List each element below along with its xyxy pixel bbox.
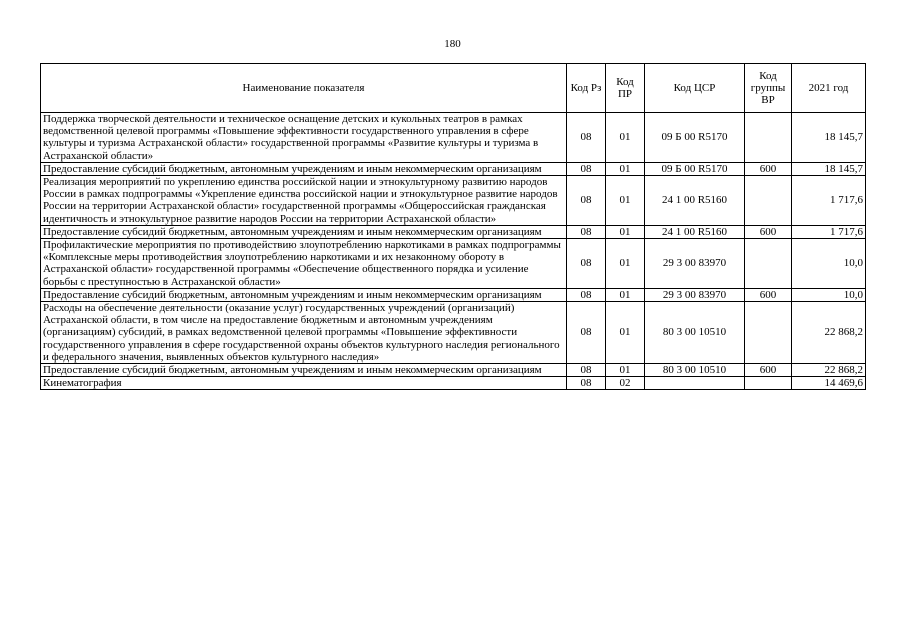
row-vr	[745, 302, 792, 364]
header-rz: Код Рз	[567, 64, 606, 113]
row-name: Расходы на обеспечение деятельности (оказание услуг) государственных учреждений (организаций) Астраханской области, в том числе на предоставление бюджетным и автономным учреждениям (организациям) субсидий, в рамках ведомственной целевой программы «Повышение эффективности государственного управления в сфере государственной охраны объектов культурного наследия регионального и федерального значения, выявленных объектов культурного наследия»	[41, 302, 567, 364]
row-vr	[745, 377, 792, 390]
row-name: Поддержка творческой деятельности и техническое оснащение детских и кукольных театров в рамках ведомственной целевой программы «Повышение эффективности государственного управления в сфере культуры и туризма Астраханской области» государственной программы «Развитие культуры и туризма в Астраханской области»	[41, 113, 567, 163]
row-sum: 18 145,7	[792, 162, 866, 175]
row-rz: 08	[567, 113, 606, 163]
budget-table	[40, 63, 866, 390]
row-pr: 01	[606, 113, 645, 163]
row-rz: 08	[567, 162, 606, 175]
row-rz: 08	[567, 225, 606, 238]
row-csr: 80 3 00 10510	[645, 302, 745, 364]
table-row	[41, 302, 866, 364]
row-pr: 01	[606, 288, 645, 301]
table-row	[41, 377, 866, 390]
row-rz: 08	[567, 364, 606, 377]
row-sum: 1 717,6	[792, 176, 866, 226]
row-rz: 08	[567, 239, 606, 289]
row-rz: 08	[567, 302, 606, 364]
table-row	[41, 239, 866, 289]
row-pr: 01	[606, 162, 645, 175]
row-csr: 09 Б 00 R5170	[645, 162, 745, 175]
table-header-row	[41, 64, 866, 113]
row-sum: 10,0	[792, 288, 866, 301]
row-sum: 18 145,7	[792, 113, 866, 163]
header-sum: 2021 год	[792, 64, 866, 113]
row-vr	[745, 113, 792, 163]
row-name: Реализация мероприятий по укреплению единства российской нации и этнокультурному развитию народов России в рамках подпрограммы «Укрепление единства российской нации и этнокультурное развитие народов России на территории Астраханской области» государственной программы «Общероссийская гражданская идентичность и этнокультурное развитие народов России на территории Астраханской области»	[41, 176, 567, 226]
row-vr	[745, 239, 792, 289]
row-pr: 01	[606, 225, 645, 238]
header-pr: Код ПР	[606, 64, 645, 113]
row-name: Предоставление субсидий бюджетным, автономным учреждениям и иным некоммерческим организациям	[41, 162, 567, 175]
row-csr: 80 3 00 10510	[645, 364, 745, 377]
row-name: Предоставление субсидий бюджетным, автономным учреждениям и иным некоммерческим организациям	[41, 364, 567, 377]
row-sum: 1 717,6	[792, 225, 866, 238]
row-rz: 08	[567, 176, 606, 226]
row-rz: 08	[567, 377, 606, 390]
row-rz: 08	[567, 288, 606, 301]
table-row	[41, 176, 866, 226]
row-csr: 24 1 00 R5160	[645, 225, 745, 238]
table-row	[41, 364, 866, 377]
row-csr	[645, 377, 745, 390]
row-name: Предоставление субсидий бюджетным, автономным учреждениям и иным некоммерческим организациям	[41, 225, 567, 238]
row-name: Кинематография	[41, 377, 567, 390]
row-csr: 29 3 00 83970	[645, 239, 745, 289]
row-csr: 24 1 00 R5160	[645, 176, 745, 226]
row-name: Предоставление субсидий бюджетным, автономным учреждениям и иным некоммерческим организациям	[41, 288, 567, 301]
row-pr: 01	[606, 176, 645, 226]
row-vr	[745, 176, 792, 226]
row-vr: 600	[745, 225, 792, 238]
row-name: Профилактические мероприятия по противодействию злоупотреблению наркотиками в рамках подпрограммы «Комплексные меры противодействия злоупотреблению наркотиками и их незаконному обороту в Астраханской области» государственной программы «Обеспечение общественного порядка и усиление борьбы с преступностью в Астраханской области»	[41, 239, 567, 289]
header-name: Наименование показателя	[41, 64, 567, 113]
row-pr: 01	[606, 302, 645, 364]
row-pr: 01	[606, 239, 645, 289]
row-sum: 22 868,2	[792, 302, 866, 364]
page-number: 180	[444, 38, 461, 50]
row-sum: 10,0	[792, 239, 866, 289]
row-vr: 600	[745, 288, 792, 301]
table-row	[41, 113, 866, 163]
header-csr: Код ЦСР	[645, 64, 745, 113]
row-pr: 02	[606, 377, 645, 390]
row-csr: 29 3 00 83970	[645, 288, 745, 301]
row-sum: 22 868,2	[792, 364, 866, 377]
table-row	[41, 162, 866, 175]
row-vr: 600	[745, 364, 792, 377]
row-vr: 600	[745, 162, 792, 175]
row-sum: 14 469,6	[792, 377, 866, 390]
header-vr: Код группы ВР	[745, 64, 792, 113]
table-row	[41, 225, 866, 238]
row-csr: 09 Б 00 R5170	[645, 113, 745, 163]
table-row	[41, 288, 866, 301]
row-pr: 01	[606, 364, 645, 377]
